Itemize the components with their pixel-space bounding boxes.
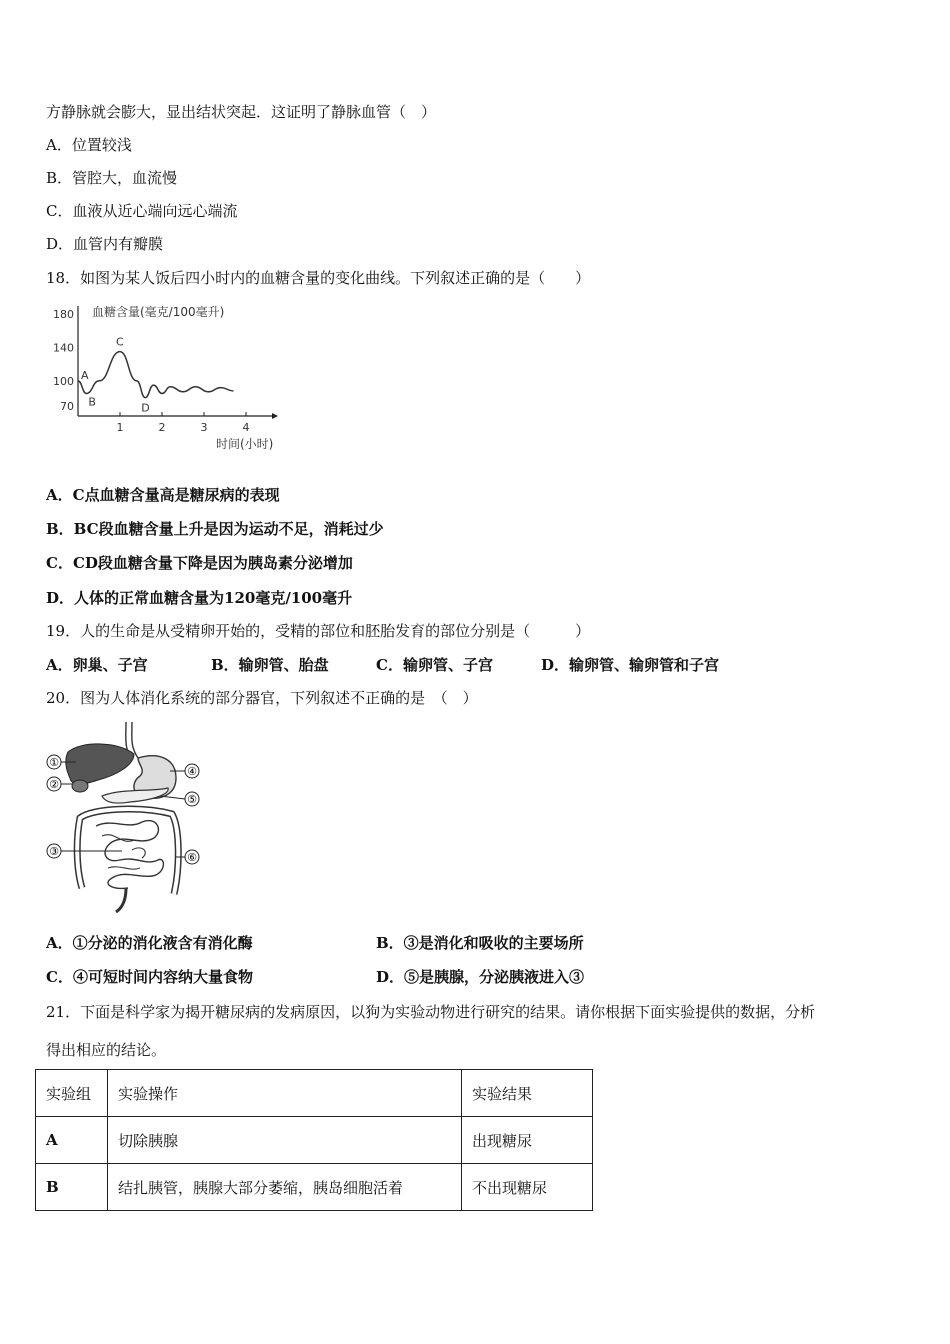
x-tick-label: 1 bbox=[116, 421, 124, 434]
gall-bladder bbox=[72, 780, 88, 792]
pancreas bbox=[102, 788, 168, 803]
table-row bbox=[36, 1164, 593, 1211]
header-group: 实验组 bbox=[36, 1070, 108, 1117]
y-tick-label: 70 bbox=[60, 400, 74, 413]
q17-option-a: A．位置较浅 bbox=[46, 136, 132, 154]
x-tick-label: 3 bbox=[200, 421, 208, 434]
q20-option-a: A．①分泌的消化液含有消化酶 bbox=[46, 934, 253, 952]
y-tick-label: 180 bbox=[53, 308, 74, 321]
header-operation: 实验操作 bbox=[108, 1070, 462, 1117]
q19-option-d: D．输卵管、输卵管和子宫 bbox=[541, 656, 720, 674]
blood-sugar-chart bbox=[40, 298, 310, 458]
x-tick-label: 2 bbox=[158, 421, 166, 434]
digestive-system-diagram bbox=[42, 718, 217, 913]
large-intestine bbox=[77, 809, 178, 894]
q19-option-a: A．卵巢、子宫 bbox=[46, 656, 148, 674]
q20-option-c: C．④可短时间内容纳大量食物 bbox=[46, 968, 253, 986]
y-tick-label: 100 bbox=[53, 374, 74, 388]
row-a-result: 出现糖尿 bbox=[462, 1117, 593, 1164]
q17-stem-tail: 方静脉就会膨大，显出结状突起．这证明了静脉血管（ ） bbox=[46, 103, 437, 121]
q19-option-c: C．输卵管、子宫 bbox=[376, 656, 493, 674]
row-a-operation: 切除胰腺 bbox=[108, 1117, 462, 1164]
point-label-a: A bbox=[81, 368, 89, 382]
q18-option-b: B．BC段血糖含量上升是因为运动不足，消耗过少 bbox=[46, 520, 384, 538]
rectum bbox=[116, 888, 126, 912]
row-b-operation: 结扎胰管，胰腺大部分萎缩，胰岛细胞活着 bbox=[108, 1164, 462, 1211]
q18-option-c: C．CD段血糖含量下降是因为胰岛素分泌增加 bbox=[46, 554, 353, 572]
experiment-table bbox=[35, 1069, 593, 1211]
q18-stem: 18．如图为某人饭后四小时内的血糖含量的变化曲线。下列叙述正确的是（ ） bbox=[46, 269, 591, 287]
row-b-group: B bbox=[36, 1164, 108, 1211]
q20-stem: 20．图为人体消化系统的部分器官，下列叙述不正确的是 （ ） bbox=[46, 689, 478, 707]
q19-option-b: B．输卵管、胎盘 bbox=[211, 656, 329, 674]
row-a-group: A bbox=[36, 1117, 108, 1164]
q21-stem-line1: 21．下面是科学家为揭开糖尿病的发病原因，以狗为实验动物进行研究的结果。请你根据下面实验提供的数据，分析 bbox=[46, 1003, 816, 1021]
label-3 bbox=[47, 844, 122, 858]
q17-option-c: C．血液从近心端向远心端流 bbox=[46, 202, 238, 220]
x-tick-label: 4 bbox=[242, 421, 250, 434]
x-axis-arrow bbox=[272, 413, 278, 419]
label-5-text: ⑤ bbox=[187, 793, 197, 806]
label-4-text: ④ bbox=[187, 765, 197, 778]
q19-stem: 19．人的生命是从受精卵开始的，受精的部位和胚胎发育的部位分别是（ ） bbox=[46, 622, 591, 640]
q21-stem-line2: 得出相应的结论。 bbox=[46, 1041, 167, 1059]
q20-option-b: B．③是消化和吸收的主要场所 bbox=[376, 934, 584, 952]
header-result: 实验结果 bbox=[462, 1070, 593, 1117]
label-1-text: ① bbox=[49, 756, 59, 769]
point-label-d: D bbox=[141, 401, 150, 415]
q20-option-d: D．⑤是胰腺，分泌胰液进入③ bbox=[376, 968, 585, 986]
chart-title: 血糖含量(毫克/100毫升) bbox=[92, 305, 225, 319]
table-header-row bbox=[36, 1070, 593, 1117]
label-2-text: ② bbox=[49, 778, 59, 791]
y-tick-label: 140 bbox=[53, 341, 74, 355]
blood-sugar-curve bbox=[78, 352, 233, 398]
point-label-c: C bbox=[116, 335, 124, 349]
q17-option-b: B．管腔大，血流慢 bbox=[46, 169, 178, 187]
liver bbox=[66, 744, 134, 784]
q17-option-d: D．血管内有瓣膜 bbox=[46, 235, 164, 253]
label-2 bbox=[47, 777, 72, 791]
q18-option-a: A．C点血糖含量高是糖尿病的表现 bbox=[46, 486, 280, 504]
small-intestine bbox=[96, 821, 163, 889]
q18-option-d: D．人体的正常血糖含量为120毫克/100毫升 bbox=[46, 589, 353, 607]
label-6-text: ⑥ bbox=[187, 851, 197, 864]
label-3-text: ③ bbox=[49, 845, 59, 858]
x-axis-label: 时间(小时) bbox=[216, 437, 274, 451]
point-label-b: B bbox=[88, 395, 96, 409]
table-row bbox=[36, 1117, 593, 1164]
row-b-result: 不出现糖尿 bbox=[462, 1164, 593, 1211]
